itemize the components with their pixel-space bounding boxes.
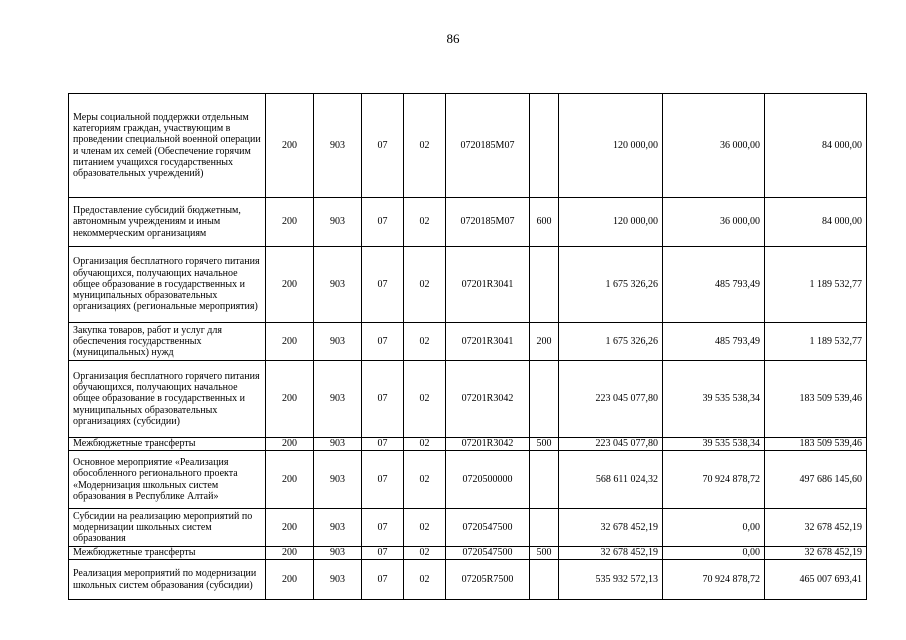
row-amount-2: 39 535 538,34 bbox=[663, 438, 765, 451]
row-subsection: 02 bbox=[404, 438, 446, 451]
row-target: 07201R3042 bbox=[446, 438, 530, 451]
row-amount-3: 1 189 532,77 bbox=[765, 323, 867, 361]
row-expense-type: 500 bbox=[530, 547, 559, 560]
row-ministry: 903 bbox=[314, 198, 362, 247]
budget-table bbox=[68, 93, 867, 600]
row-section: 07 bbox=[362, 438, 404, 451]
row-ministry: 903 bbox=[314, 509, 362, 547]
row-subsection: 02 bbox=[404, 323, 446, 361]
row-expense-type bbox=[530, 247, 559, 323]
row-amount-1: 32 678 452,19 bbox=[559, 547, 663, 560]
row-subsection: 02 bbox=[404, 451, 446, 509]
row-section: 07 bbox=[362, 451, 404, 509]
row-subsection: 02 bbox=[404, 361, 446, 438]
row-amount-1: 223 045 077,80 bbox=[559, 438, 663, 451]
row-amount-2: 0,00 bbox=[663, 547, 765, 560]
row-amount-1: 120 000,00 bbox=[559, 198, 663, 247]
row-subsection: 02 bbox=[404, 94, 446, 198]
row-name: Реализация мероприятий по модернизации школьных систем образования (субсидии) bbox=[69, 560, 266, 600]
row-ministry: 903 bbox=[314, 323, 362, 361]
row-amount-2: 70 924 878,72 bbox=[663, 560, 765, 600]
table-row bbox=[69, 560, 867, 600]
row-expense-type bbox=[530, 560, 559, 600]
row-expense-type: 200 bbox=[530, 323, 559, 361]
row-amount-2: 39 535 538,34 bbox=[663, 361, 765, 438]
row-subsection: 02 bbox=[404, 509, 446, 547]
row-amount-3: 1 189 532,77 bbox=[765, 247, 867, 323]
row-code: 200 bbox=[266, 509, 314, 547]
row-section: 07 bbox=[362, 361, 404, 438]
row-amount-3: 497 686 145,60 bbox=[765, 451, 867, 509]
row-target: 0720185М07 bbox=[446, 94, 530, 198]
row-amount-1: 120 000,00 bbox=[559, 94, 663, 198]
row-amount-2: 0,00 bbox=[663, 509, 765, 547]
row-amount-2: 36 000,00 bbox=[663, 94, 765, 198]
row-code: 200 bbox=[266, 451, 314, 509]
row-amount-1: 32 678 452,19 bbox=[559, 509, 663, 547]
row-amount-3: 32 678 452,19 bbox=[765, 509, 867, 547]
row-name: Межбюджетные трансферты bbox=[69, 547, 266, 560]
row-amount-1: 568 611 024,32 bbox=[559, 451, 663, 509]
row-target: 0720547500 bbox=[446, 547, 530, 560]
row-ministry: 903 bbox=[314, 451, 362, 509]
table-row bbox=[69, 451, 867, 509]
row-target: 07201R3041 bbox=[446, 323, 530, 361]
row-expense-type bbox=[530, 451, 559, 509]
row-amount-3: 84 000,00 bbox=[765, 198, 867, 247]
row-expense-type bbox=[530, 94, 559, 198]
row-amount-3: 183 509 539,46 bbox=[765, 361, 867, 438]
row-amount-1: 1 675 326,26 bbox=[559, 247, 663, 323]
row-name: Межбюджетные трансферты bbox=[69, 438, 266, 451]
row-amount-1: 1 675 326,26 bbox=[559, 323, 663, 361]
row-code: 200 bbox=[266, 247, 314, 323]
row-target: 0720185М07 bbox=[446, 198, 530, 247]
row-code: 200 bbox=[266, 94, 314, 198]
row-amount-1: 535 932 572,13 bbox=[559, 560, 663, 600]
row-amount-2: 485 793,49 bbox=[663, 247, 765, 323]
row-code: 200 bbox=[266, 198, 314, 247]
row-section: 07 bbox=[362, 560, 404, 600]
row-subsection: 02 bbox=[404, 247, 446, 323]
row-target: 0720547500 bbox=[446, 509, 530, 547]
table-row bbox=[69, 323, 867, 361]
row-ministry: 903 bbox=[314, 94, 362, 198]
row-name: Субсидии на реализацию мероприятий по модернизации школьных систем образования bbox=[69, 509, 266, 547]
table-row bbox=[69, 94, 867, 198]
row-amount-3: 183 509 539,46 bbox=[765, 438, 867, 451]
row-section: 07 bbox=[362, 547, 404, 560]
row-code: 200 bbox=[266, 438, 314, 451]
row-target: 07201R3042 bbox=[446, 361, 530, 438]
row-code: 200 bbox=[266, 560, 314, 600]
row-name: Организация бесплатного горячего питания обучающихся, получающих начальное общее образование в государственных и муниципальных образовательных организациях (субсидии) bbox=[69, 361, 266, 438]
row-target: 07201R3041 bbox=[446, 247, 530, 323]
row-subsection: 02 bbox=[404, 547, 446, 560]
row-name: Организация бесплатного горячего питания обучающихся, получающих начальное общее образование в государственных и муниципальных образовательных организациях (региональные мероприятия) bbox=[69, 247, 266, 323]
row-ministry: 903 bbox=[314, 247, 362, 323]
table-row bbox=[69, 247, 867, 323]
row-code: 200 bbox=[266, 547, 314, 560]
row-expense-type: 500 bbox=[530, 438, 559, 451]
table-row bbox=[69, 198, 867, 247]
row-amount-2: 70 924 878,72 bbox=[663, 451, 765, 509]
row-amount-1: 223 045 077,80 bbox=[559, 361, 663, 438]
row-expense-type bbox=[530, 361, 559, 438]
row-subsection: 02 bbox=[404, 198, 446, 247]
row-amount-3: 32 678 452,19 bbox=[765, 547, 867, 560]
row-section: 07 bbox=[362, 323, 404, 361]
row-ministry: 903 bbox=[314, 438, 362, 451]
page-number: 86 bbox=[446, 31, 460, 46]
row-ministry: 903 bbox=[314, 547, 362, 560]
row-code: 200 bbox=[266, 323, 314, 361]
row-ministry: 903 bbox=[314, 361, 362, 438]
row-amount-3: 465 007 693,41 bbox=[765, 560, 867, 600]
table-row bbox=[69, 361, 867, 438]
row-subsection: 02 bbox=[404, 560, 446, 600]
row-name: Основное мероприятие «Реализация обособленного регионального проекта «Модернизация школьных систем образования в Республике Алтай» bbox=[69, 451, 266, 509]
row-name: Закупка товаров, работ и услуг для обеспечения государственных (муниципальных) нужд bbox=[69, 323, 266, 361]
row-amount-3: 84 000,00 bbox=[765, 94, 867, 198]
row-expense-type bbox=[530, 509, 559, 547]
row-target: 07205R7500 bbox=[446, 560, 530, 600]
row-target: 0720500000 bbox=[446, 451, 530, 509]
row-code: 200 bbox=[266, 361, 314, 438]
row-amount-2: 36 000,00 bbox=[663, 198, 765, 247]
row-section: 07 bbox=[362, 198, 404, 247]
table-row bbox=[69, 509, 867, 547]
row-amount-2: 485 793,49 bbox=[663, 323, 765, 361]
table-row bbox=[69, 547, 867, 560]
row-ministry: 903 bbox=[314, 560, 362, 600]
row-section: 07 bbox=[362, 94, 404, 198]
row-name: Меры социальной поддержки отдельным категориям граждан, участвующим в проведении специальной военной операции и членам их семей (Обеспечение горячим питанием учащихся государственных образовательных учреждений) bbox=[69, 94, 266, 198]
row-expense-type: 600 bbox=[530, 198, 559, 247]
table-row bbox=[69, 438, 867, 451]
row-name: Предоставление субсидий бюджетным, автономным учреждениям и иным некоммерческим организациям bbox=[69, 198, 266, 247]
row-section: 07 bbox=[362, 509, 404, 547]
row-section: 07 bbox=[362, 247, 404, 323]
